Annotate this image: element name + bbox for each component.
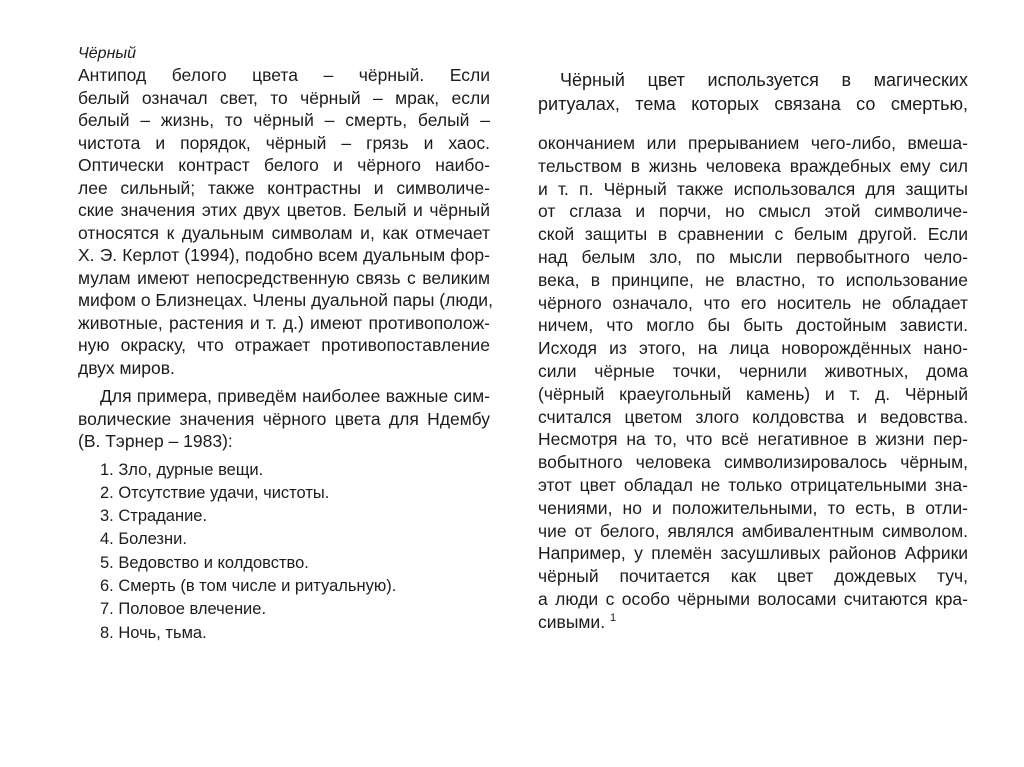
text-line: сили чёрные точки, чернили животных, дома: [538, 360, 968, 381]
text-line: (В. Тэрнер – 1983):: [78, 431, 233, 451]
text-line: Несмотря на то, что всё негативное в жизни пер-: [538, 429, 968, 450]
list-item: 7. Половое влечение.: [100, 600, 267, 619]
right-paragraph: [538, 132, 968, 634]
text-line: а люди с особо чёрными волосами считаются кра-: [538, 588, 968, 609]
right-intro: [538, 68, 968, 116]
text-line: чистота и порядок, чёрный – грязь и хаос.: [78, 132, 490, 153]
list-item: 4. Болезни.: [100, 530, 187, 549]
left-column: [78, 44, 493, 645]
text-line: ритуалах, тема которых связана со смертью,: [538, 94, 968, 114]
text-line: животные, растения и т. д.) имеют противополож-: [78, 312, 490, 333]
text-line: окончанием или прерыванием чего-либо, вмеша-: [538, 133, 968, 153]
text-line: белый – жизнь, то чёрный – смерть, белый –: [78, 110, 490, 130]
text-line: и т. п. Чёрный также использовался для защиты: [538, 178, 968, 199]
text-line: этот цвет обладал не только отрицательными зна-: [538, 474, 968, 495]
text-line: Чёрный цвет используется в магических: [560, 70, 968, 90]
final-words: сивыми.: [538, 611, 606, 632]
list-item: 8. Ночь, тьма.: [100, 623, 207, 642]
text-line: чие от белого, являлся амбивалентным символом.: [538, 520, 968, 541]
text-line: века, в принципе, не властно, то использование: [538, 269, 968, 290]
section-heading: Чёрный: [78, 45, 137, 62]
footnote-marker[interactable]: 1: [609, 611, 617, 624]
paragraph-1: [78, 64, 493, 379]
text-line: Для примера, приведём наиболее важные сим-: [100, 386, 490, 406]
text-line: чёрный почитается как цвет дождевых туч,: [538, 566, 968, 587]
text-line: Х. Э. Керлот (1994), подобно всем дуальным фор-: [78, 245, 490, 265]
list-item: 2. Отсутствие удачи, чистоты.: [100, 483, 330, 502]
text-line: Например, у племён засушливых районов Африки: [538, 543, 968, 564]
list-item: 1. Зло, дурные вещи.: [100, 460, 264, 479]
text-line: относятся к дуальным символам и, как отмечает: [78, 222, 490, 243]
text-line: лее сильный; также контрастны и символиче-: [78, 177, 490, 198]
text-line: ную окраску, что отражает противопоставление: [78, 335, 490, 355]
text-line: от сглаза и порчи, но смысл этой символиче-: [538, 201, 968, 222]
text-line: ской защиты в сравнении с белым другой. Если: [538, 224, 968, 245]
text-line: вобытного человека символизировалось чёрным,: [538, 452, 968, 473]
text-line: Оптически контраст белого и чёрного наибо-: [78, 155, 490, 175]
text-line: чёрного означало, что его носитель не обладает: [538, 292, 968, 313]
text-line: двух миров.: [78, 357, 175, 378]
list-item: 5. Ведовство и колдовство.: [100, 553, 309, 572]
text-line: волические значения чёрного цвета для Ндембу: [78, 408, 490, 429]
list-item: 3. Страдание.: [100, 507, 208, 526]
text-line: (чёрный краеугольный камень) и т. д. Чёрный: [538, 383, 968, 404]
text-line: мифом о Близнецах. Члены дуальной пары (люди,: [78, 290, 493, 310]
text-line: мулам имеют непосредственную связь с великим: [78, 267, 490, 288]
paragraph-2: [78, 385, 490, 453]
text-line: Антипод белого цвета – чёрный. Если: [78, 65, 490, 85]
text-line: считался цветом злого колдовства и ведовства.: [538, 406, 968, 427]
text-line: над белым зло, по мысли первобытного чело-: [538, 246, 968, 267]
meanings-list: [78, 459, 490, 645]
right-column: [538, 68, 968, 634]
text-line: ничем, что могло бы быть достойным зависти.: [538, 315, 968, 336]
text-line: чениями, но и положительными, то есть, в отли-: [538, 497, 968, 518]
text-line-final: [538, 611, 968, 634]
text-line: ские значения этих двух цветов. Белый и чёрный: [78, 200, 490, 220]
text-line: Исходя из этого, на лица новорождённых нано-: [538, 338, 968, 359]
text-line: тельством в жизнь человека враждебных ему сил: [538, 155, 968, 176]
text-line: белый означал свет, то чёрный – мрак, если: [78, 87, 490, 108]
list-item: 6. Смерть (в том числе и ритуальную).: [100, 576, 397, 595]
